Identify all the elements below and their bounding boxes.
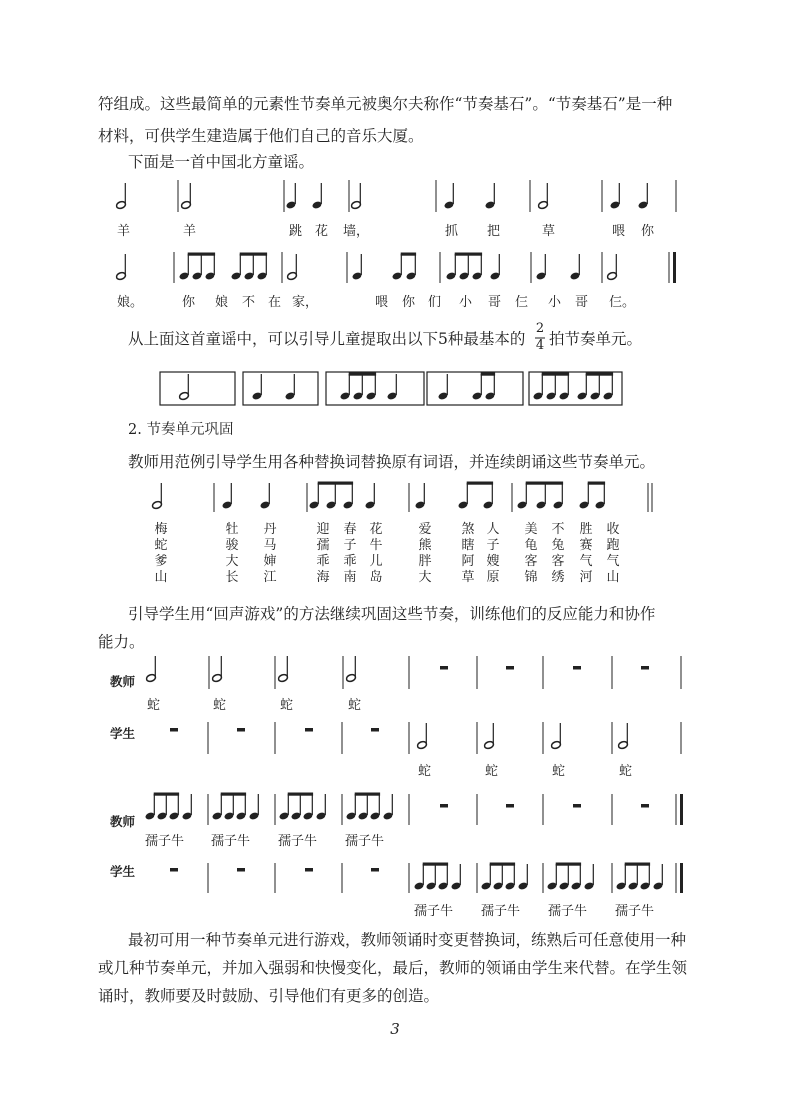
substitution-word: 子 <box>343 538 357 553</box>
final-paragraph-line: 最初可用一种节奏单元进行游戏，教师领诵时变更替换词，练熟后可任意使用一种 <box>128 931 687 949</box>
echo-word: 孺子牛 <box>548 904 588 919</box>
song-lyric: 抓 <box>445 224 459 239</box>
song-lyric: 哥 <box>575 295 589 310</box>
final-bar <box>680 794 683 825</box>
half-rest <box>573 666 581 670</box>
half-rest <box>170 868 178 872</box>
substitution-word: 赛 <box>579 538 593 553</box>
substitution-word: 海 <box>316 570 330 585</box>
half-rest <box>371 868 379 872</box>
echo-word: 孺子牛 <box>145 834 185 849</box>
half-rest <box>440 804 448 808</box>
song-lyric: 家， <box>292 295 319 310</box>
note-beam <box>318 482 353 485</box>
song-lyric: 仨 <box>515 295 529 310</box>
substitution-word: 人 <box>486 522 500 537</box>
substitution-word: 岛 <box>369 570 383 585</box>
echo-paragraph-line: 能力。 <box>98 633 145 651</box>
substitution-word: 阿 <box>461 554 475 569</box>
substitution-word: 胜 <box>579 522 593 537</box>
half-rest <box>371 728 379 732</box>
section-paragraph: 教师用范例引导学生用各种替换词替换原有词语，并连续朗诵这些节奏单元。 <box>128 453 656 471</box>
substitution-word: 不 <box>551 522 565 537</box>
note-beam <box>481 373 495 376</box>
song-lyric: 你 <box>641 224 655 239</box>
rhythm-unit-box <box>529 372 622 405</box>
substitution-word: 长 <box>225 570 239 585</box>
substitution-word: 南 <box>343 570 357 585</box>
substitution-word: 美 <box>524 522 538 537</box>
half-rest <box>506 666 514 670</box>
substitution-word: 爹 <box>154 554 168 569</box>
echo-word: 蛇 <box>619 764 633 779</box>
note-beam <box>542 373 569 376</box>
section-heading: 2. 节奏单元巩固 <box>128 422 234 438</box>
substitution-word: 马 <box>263 538 277 553</box>
substitution-word: 气 <box>606 554 620 569</box>
note-beam <box>188 253 215 256</box>
song-lyric: 羊 <box>183 224 197 239</box>
substitution-word: 嫂 <box>486 554 500 569</box>
echo-word: 蛇 <box>280 698 294 713</box>
substitution-word: 草 <box>461 570 475 585</box>
extract-text-after: 拍节奏单元。 <box>549 330 643 348</box>
song-lyric: 喂 <box>612 224 626 239</box>
substitution-word: 丹 <box>263 522 277 537</box>
substitution-word: 大 <box>225 554 239 569</box>
note-beam <box>154 793 179 796</box>
substitution-word: 绣 <box>551 570 565 585</box>
song-lyric: 娘 <box>215 295 229 310</box>
substitution-word: 儿 <box>369 554 383 569</box>
half-rest <box>305 728 313 732</box>
echo-word: 蛇 <box>485 764 499 779</box>
note-beam <box>586 373 613 376</box>
half-rest <box>641 666 649 670</box>
substitution-word: 牛 <box>369 538 383 553</box>
song-lyric: 在 <box>268 295 282 310</box>
substitution-word: 胖 <box>418 554 432 569</box>
echo-word: 孺子牛 <box>615 904 655 919</box>
note-beam <box>490 863 515 866</box>
substitution-word: 兔 <box>551 538 565 553</box>
song-lyric: 不 <box>242 295 256 310</box>
note-beam <box>423 863 448 866</box>
half-rest <box>641 804 649 808</box>
substitution-word: 骏 <box>225 538 239 553</box>
song-lyric: 仨。 <box>609 295 636 310</box>
note-beam <box>455 253 482 256</box>
half-rest <box>305 868 313 872</box>
rhythm-unit-box <box>427 372 523 405</box>
echo-word: 孺子牛 <box>211 834 251 849</box>
student-label: 学生 <box>110 864 136 879</box>
half-rest <box>170 728 178 732</box>
rhythm-unit-box <box>243 372 318 405</box>
song-lyric: 小 <box>548 295 562 310</box>
substitution-word: 山 <box>606 570 620 585</box>
page-number: 3 <box>390 1020 400 1038</box>
substitution-word: 河 <box>579 570 593 585</box>
final-bar <box>680 863 683 893</box>
note-beam <box>588 482 605 485</box>
substitution-word: 蛇 <box>154 538 168 553</box>
echo-word: 孺子牛 <box>278 834 318 849</box>
substitution-word: 孺 <box>316 538 330 553</box>
echo-word: 孺子牛 <box>345 834 385 849</box>
final-bar <box>673 252 676 283</box>
echo-word: 蛇 <box>147 698 161 713</box>
note-beam <box>625 863 650 866</box>
note-beam <box>221 793 246 796</box>
substitution-word: 婶 <box>263 554 277 569</box>
final-paragraph-line: 或几种节奏单元，并加入强弱和快慢变化，最后，教师的领诵由学生来代替。在学生领 <box>98 959 688 977</box>
echo-paragraph-line: 引导学生用“回声游戏”的方法继续巩固这些节奏，训练他们的反应能力和协作 <box>128 605 656 623</box>
song-lyric: 跳 <box>289 224 303 239</box>
time-signature-bottom: 4 <box>535 338 545 353</box>
note-beam <box>288 793 313 796</box>
note-beam <box>355 793 380 796</box>
song-lyric: 喂 <box>375 295 389 310</box>
substitution-word: 龟 <box>524 538 538 553</box>
teacher-label: 教师 <box>110 814 136 829</box>
half-rest <box>440 666 448 670</box>
note-beam <box>349 373 376 376</box>
half-rest <box>573 804 581 808</box>
substitution-word: 客 <box>551 554 565 569</box>
song-lyric: 你 <box>402 295 416 310</box>
final-paragraph-line: 诵时，教师要及时鼓励、引导他们有更多的创造。 <box>98 987 440 1005</box>
song-lyric: 小 <box>459 295 473 310</box>
extract-text: 从上面这首童谣中，可以引导儿童提取出以下5种最基本的 <box>128 330 526 348</box>
half-rest <box>506 804 514 808</box>
student-label: 学生 <box>110 726 136 741</box>
substitution-word: 迎 <box>316 522 330 537</box>
substitution-word: 锦 <box>524 570 538 585</box>
half-rest <box>237 868 245 872</box>
song-intro: 下面是一首中国北方童谣。 <box>128 153 315 171</box>
song-lyric: 你 <box>182 295 196 310</box>
song-lyric: 们 <box>428 295 442 310</box>
substitution-word: 熊 <box>418 538 432 553</box>
echo-word: 孺子牛 <box>414 904 454 919</box>
half-rest <box>237 728 245 732</box>
song-lyric: 羊 <box>117 224 131 239</box>
substitution-word: 子 <box>486 538 500 553</box>
substitution-word: 收 <box>606 522 620 537</box>
substitution-word: 牡 <box>225 522 239 537</box>
song-lyric: 墙， <box>343 224 370 239</box>
substitution-word: 乖 <box>316 554 330 569</box>
note-beam <box>526 482 563 485</box>
substitution-word: 跑 <box>606 538 620 553</box>
song-lyric: 草 <box>542 224 556 239</box>
substitution-word: 瞎 <box>461 538 475 553</box>
song-lyric: 娘。 <box>117 295 144 310</box>
note-beam <box>556 863 581 866</box>
substitution-word: 江 <box>263 570 277 585</box>
song-lyric: 哥 <box>488 295 502 310</box>
echo-word: 蛇 <box>418 764 432 779</box>
substitution-word: 原 <box>486 570 500 585</box>
echo-word: 孺子牛 <box>481 904 521 919</box>
echo-word: 蛇 <box>348 698 362 713</box>
note-beam <box>240 253 267 256</box>
substitution-word: 大 <box>418 570 432 585</box>
echo-word: 蛇 <box>213 698 227 713</box>
substitution-word: 花 <box>369 522 383 537</box>
song-lyric: 花 <box>315 224 329 239</box>
substitution-word: 春 <box>343 522 357 537</box>
note-beam <box>401 253 416 256</box>
substitution-word: 山 <box>154 570 168 585</box>
echo-word: 蛇 <box>552 764 566 779</box>
rhythm-unit-box <box>160 372 235 405</box>
song-lyric: 把 <box>487 224 501 239</box>
substitution-word: 乖 <box>343 554 357 569</box>
paragraph-line: 符组成。这些最简单的元素性节奏单元被奥尔夫称作“节奏基石”。“节奏基石”是一种 <box>98 95 673 113</box>
time-signature-top: 2 <box>535 321 545 336</box>
substitution-word: 煞 <box>461 522 475 537</box>
substitution-word: 爱 <box>418 522 432 537</box>
teacher-label: 教师 <box>110 674 136 689</box>
substitution-word: 梅 <box>154 522 168 537</box>
substitution-word: 客 <box>524 554 538 569</box>
substitution-word: 气 <box>579 554 593 569</box>
note-beam <box>467 482 493 485</box>
paragraph-line: 材料，可供学生建造属于他们自己的音乐大厦。 <box>98 127 424 145</box>
